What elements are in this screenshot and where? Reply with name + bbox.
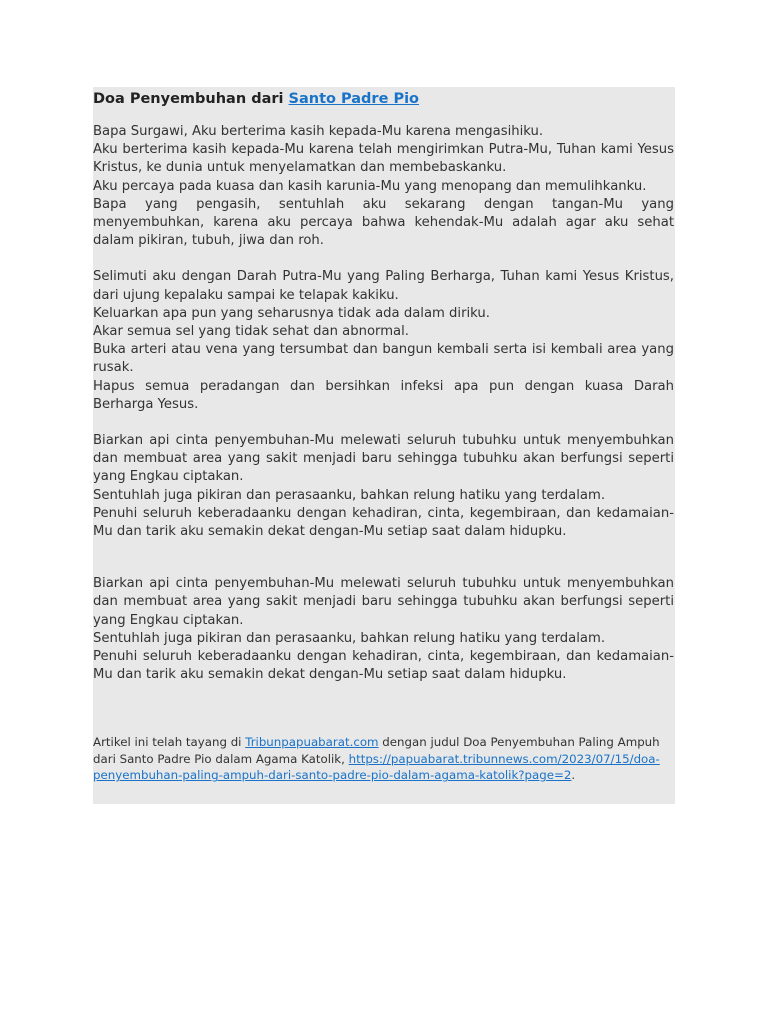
- prayer-section-2: [93, 268, 674, 414]
- paragraph: Selimuti aku dengan Darah Putra-Mu yang Paling Berharga, Tuhan kami Yesus Kristus, dari ujung kepalaku sampai ke telapak kakiku.: [93, 269, 674, 303]
- footer-text: Artikel ini telah tayang di: [93, 735, 246, 750]
- paragraph: Biarkan api cinta penyembuhan-Mu melewati seluruh tubuhku untuk menyembuhkan dan membuat area yang sakit menjadi baru sehingga tubuhku akan berfungsi seperti yang Engkau ciptakan.: [93, 433, 674, 485]
- footer-text: dengan judul Doa Penyembuhan Paling Ampuh dari Santo Padre Pio dalam Agama Katolik,: [93, 735, 660, 766]
- prayer-section-3: [93, 432, 674, 541]
- paragraph: Akar semua sel yang tidak sehat dan abnormal.: [93, 324, 409, 340]
- title-prefix: Doa Penyembuhan dari: [93, 91, 289, 107]
- prayer-section-4: [93, 575, 674, 684]
- paragraph: Buka arteri atau vena yang tersumbat dan bangun kembali serta isi kembali area yang rusak.: [93, 342, 674, 376]
- paragraph: Aku berterima kasih kepada-Mu karena telah mengirimkan Putra-Mu, Tuhan kami Yesus Kristus, ke dunia untuk menyelamatkan dan membebaskanku.: [93, 142, 674, 176]
- paragraph: Penuhi seluruh keberadaanku dengan kehadiran, cinta, kegembiraan, dan kedamaian-Mu dan tarik aku semakin dekat dengan-Mu setiap saat dalam hidupku.: [93, 505, 674, 540]
- article-source-note: [93, 734, 674, 784]
- document-title: [93, 88, 674, 109]
- paragraph: Penuhi seluruh keberadaanku dengan kehadiran, cinta, kegembiraan, dan kedamaian-Mu dan tarik aku semakin dekat dengan-Mu setiap saat dalam hidupku.: [93, 649, 674, 683]
- paragraph: Sentuhlah juga pikiran dan perasaanku, bahkan relung hatiku yang terdalam.: [93, 487, 606, 503]
- tribunpapuabarat-link[interactable]: Tribunpapuabarat.com: [245, 735, 379, 750]
- paragraph: Aku percaya pada kuasa dan kasih karunia-Mu yang menopang dan memulihkanku.: [93, 178, 647, 194]
- paragraph: Bapa yang pengasih, sentuhlah aku sekarang dengan tangan-Mu yang menyembuhkan, karena aku percaya bahwa kehendak-Mu adalah agar aku sehat dalam pikiran, tubuh, jiwa dan roh.: [93, 196, 674, 249]
- paragraph: Bapa Surgawi, Aku berterima kasih kepada-Mu karena mengasihiku.: [93, 124, 544, 139]
- paragraph: Biarkan api cinta penyembuhan-Mu melewati seluruh tubuhku untuk menyembuhkan dan membuat area yang sakit menjadi baru sehingga tubuhku akan berfungsi seperti yang Engkau ciptakan.: [93, 576, 674, 628]
- paragraph-spacer: [93, 414, 674, 432]
- paragraph: Hapus semua peradangan dan bersihkan infeksi apa pun dengan kuasa Darah Berharga Yesus.: [93, 378, 674, 412]
- paragraph: Sentuhlah juga pikiran dan perasaanku, bahkan relung hatiku yang terdalam.: [93, 630, 606, 646]
- paragraph-spacer: [93, 541, 674, 575]
- document-page: [93, 87, 675, 804]
- paragraph-spacer: [93, 250, 674, 268]
- santo-padre-pio-link[interactable]: Santo Padre Pio: [288, 91, 420, 107]
- document-content: [93, 87, 675, 784]
- paragraph-spacer: [93, 684, 674, 734]
- paragraph: Keluarkan apa pun yang seharusnya tidak ada dalam diriku.: [93, 305, 490, 321]
- prayer-section-1: [93, 123, 674, 250]
- footer-text: .: [571, 768, 576, 783]
- article-url-link[interactable]: https://papuabarat.tribunnews.com/2023/07/15/doa-penyembuhan-paling-ampuh-dari-santo-padre-pio-dalam-agama-katolik?page=2: [93, 751, 660, 783]
